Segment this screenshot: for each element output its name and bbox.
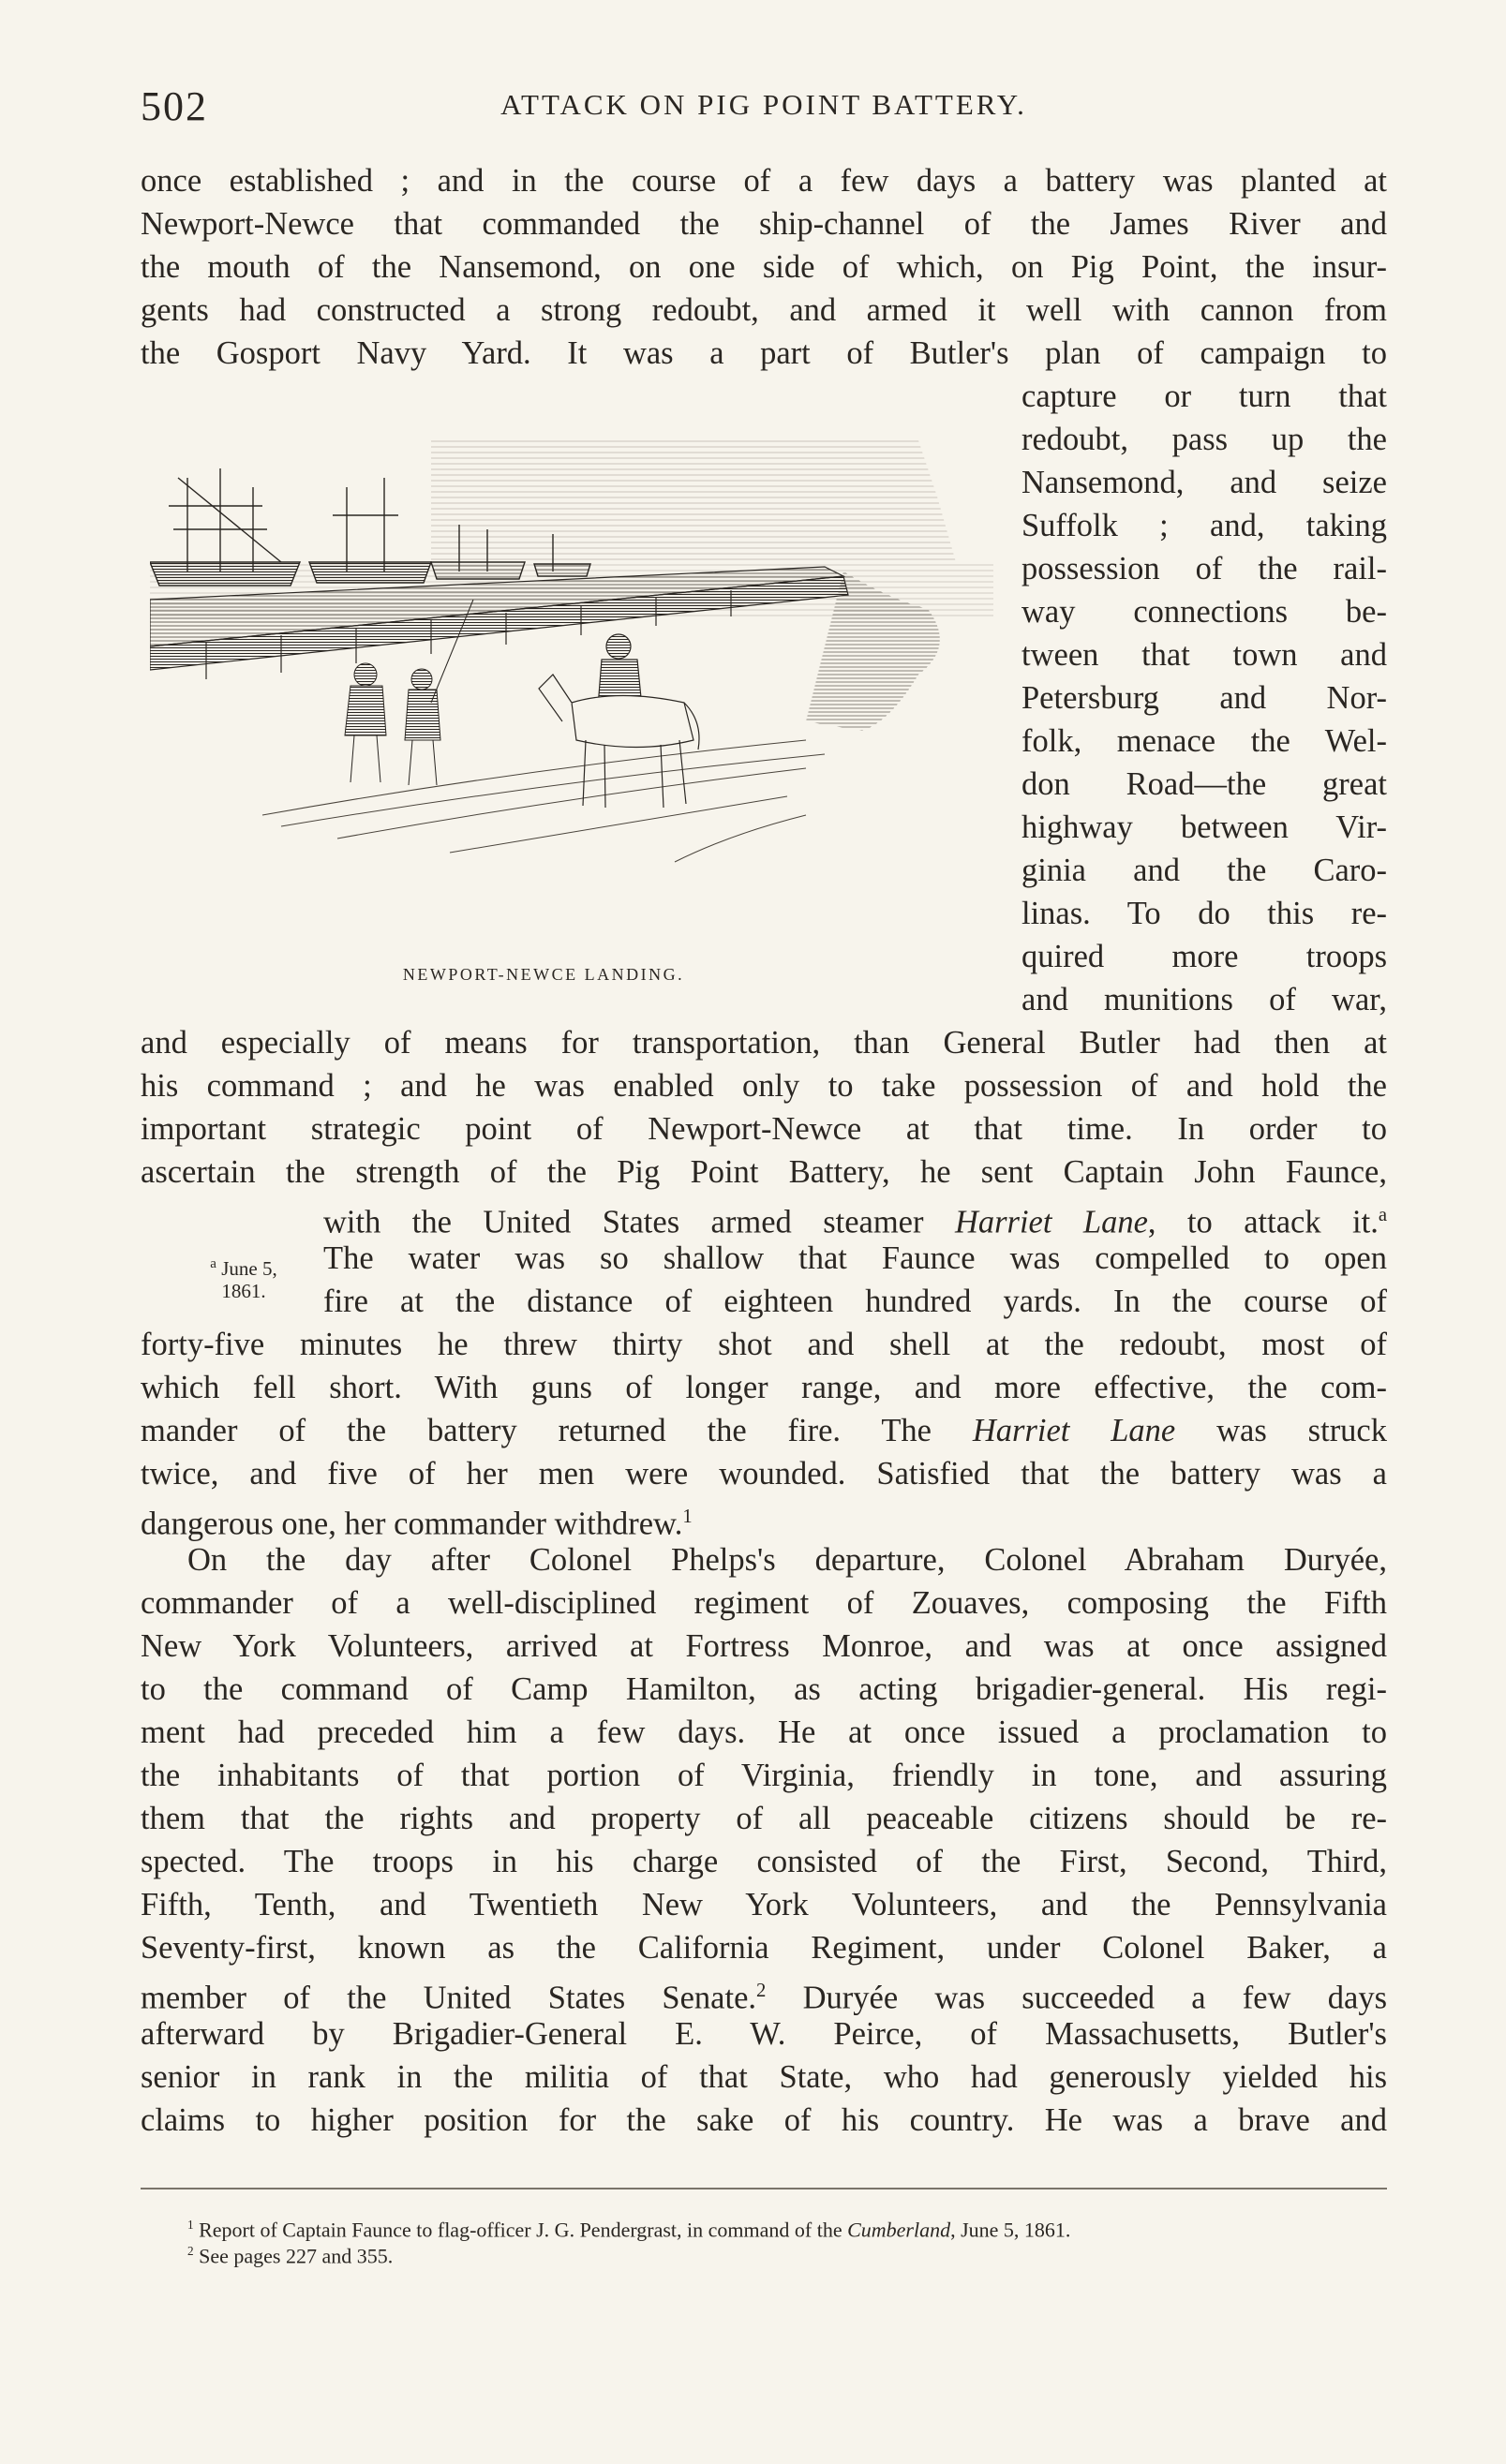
body-line: important strategic point of Newport-Newce at that time. In order to bbox=[141, 1111, 1387, 1147]
footnote-1: $^1$ Report of Captain Faunce to flag-officer J. G. Pendergrast, in command of the Cumberland, June 5, 1861. bbox=[187, 2218, 1071, 2242]
body-line: spected. The troops in his charge consisted of the First, Second, Third, bbox=[141, 1844, 1387, 1879]
body-line: tween that town and bbox=[1021, 637, 1387, 673]
body-line: possession of the rail- bbox=[1021, 551, 1387, 586]
page-number: 502 bbox=[141, 83, 208, 129]
body-line: the inhabitants of that portion of Virginia, friendly in tone, and assuring bbox=[141, 1758, 1387, 1793]
body-line: the Gosport Navy Yard. It was a part of Butler's plan of campaign to bbox=[141, 335, 1387, 371]
body-line: which fell short. With guns of longer range, and more effective, the com- bbox=[141, 1370, 1387, 1405]
body-line: New York Volunteers, arrived at Fortress Monroe, and was at once assigned bbox=[141, 1628, 1387, 1664]
body-line: once established ; and in the course of a few days a battery was planted at bbox=[141, 163, 1387, 199]
body-line: capture or turn that bbox=[1021, 379, 1387, 414]
body-line: way connections be- bbox=[1021, 594, 1387, 630]
figure-caption: NEWPORT-NEWCE LANDING. bbox=[402, 965, 685, 984]
margin-date-note bbox=[183, 1253, 305, 1302]
body-line: dangerous one, her commander withdrew.$^1$ bbox=[141, 1506, 693, 1542]
running-title: ATTACK ON PIG POINT BATTERY. bbox=[500, 88, 1027, 121]
body-line: senior in rank in the militia of that State, who had generously yielded his bbox=[141, 2059, 1387, 2095]
body-line: member of the United States Senate.$^2$ Duryée was succeeded a few days bbox=[141, 1980, 1387, 2016]
body-line: Suffolk ; and, taking bbox=[1021, 508, 1387, 543]
engraving-illustration bbox=[150, 422, 998, 946]
body-line: gents had constructed a strong redoubt, and armed it well with cannon from bbox=[141, 292, 1387, 328]
body-line: and especially of means for transportation, than General Butler had then at bbox=[141, 1025, 1387, 1061]
body-line: Petersburg and Nor- bbox=[1021, 680, 1387, 716]
body-line: Seventy-first, known as the California Regiment, under Colonel Baker, a bbox=[141, 1930, 1387, 1966]
body-line: them that the rights and property of all peaceable citizens should be re- bbox=[141, 1801, 1387, 1836]
body-line: to the command of Camp Hamilton, as acting brigadier-general. His regi- bbox=[141, 1671, 1387, 1707]
margin-year: 1861. bbox=[221, 1280, 266, 1302]
body-line: quired more troops bbox=[1021, 939, 1387, 974]
running-head bbox=[141, 82, 1387, 129]
body-line: his command ; and he was enabled only to take possession of and hold the bbox=[141, 1068, 1387, 1104]
body-line: Nansemond, and seize bbox=[1021, 465, 1387, 500]
ship-name: Harriet Lane bbox=[954, 1204, 1148, 1240]
note-mark-1: 1 bbox=[682, 1507, 693, 1527]
note-mark-2: 2 bbox=[756, 1981, 767, 2001]
body-line: don Road—the great bbox=[1021, 766, 1387, 802]
body-line: and munitions of war, bbox=[1021, 982, 1387, 1017]
newport-newce-engraving bbox=[150, 422, 998, 946]
body-line: twice, and five of her men were wounded. Satisfied that the battery was a bbox=[141, 1456, 1387, 1492]
footnote-2: $^2$ See pages 227 and 355. bbox=[187, 2244, 394, 2268]
body-line: mander of the battery returned the fire. The Harriet Lane was struck bbox=[141, 1413, 1387, 1448]
body-line: highway between Vir- bbox=[1021, 809, 1387, 845]
body-line: ment had preceded him a few days. He at once issued a proclamation to bbox=[141, 1714, 1387, 1750]
body-line: ascertain the strength of the Pig Point Battery, he sent Captain John Faunce, bbox=[141, 1154, 1387, 1190]
margin-date: June 5, bbox=[221, 1257, 277, 1280]
body-line: On the day after Colonel Phelps's departure, Colonel Abraham Duryée, bbox=[187, 1542, 1387, 1578]
body-line: linas. To do this re- bbox=[1021, 896, 1387, 931]
body-line: ginia and the Caro- bbox=[1021, 853, 1387, 888]
ship-name: Cumberland bbox=[847, 2218, 951, 2242]
ship-name: Harriet Lane bbox=[972, 1413, 1176, 1448]
margin-mark: a bbox=[210, 1256, 216, 1271]
horseman-figure bbox=[539, 634, 699, 808]
body-line: with the United States armed steamer Harriet Lane, to attack it.$^a$ bbox=[323, 1204, 1388, 1240]
body-line: fire at the distance of eighteen hundred yards. In the course of bbox=[323, 1284, 1387, 1319]
body-line: Fifth, Tenth, and Twentieth New York Volunteers, and the Pennsylvania bbox=[141, 1887, 1387, 1922]
body-line: the mouth of the Nansemond, on one side of which, on Pig Point, the insur- bbox=[141, 249, 1387, 285]
body-line: folk, menace the Wel- bbox=[1021, 723, 1387, 759]
footnote-rule bbox=[141, 2188, 1387, 2189]
note-mark-a: a bbox=[1378, 1205, 1388, 1225]
body-line: redoubt, pass up the bbox=[1021, 422, 1387, 457]
body-line: The water was so shallow that Faunce was compelled to open bbox=[323, 1240, 1387, 1276]
body-line: Newport-Newce that commanded the ship-channel of the James River and bbox=[141, 206, 1387, 242]
body-line: afterward by Brigadier-General E. W. Peirce, of Massachusetts, Butler's bbox=[141, 2016, 1387, 2052]
body-line: forty-five minutes he threw thirty shot and shell at the redoubt, most of bbox=[141, 1327, 1387, 1362]
body-line: commander of a well-disciplined regiment of Zouaves, composing the Fifth bbox=[141, 1585, 1387, 1621]
body-line: claims to higher position for the sake of his country. He was a brave and bbox=[141, 2102, 1387, 2138]
